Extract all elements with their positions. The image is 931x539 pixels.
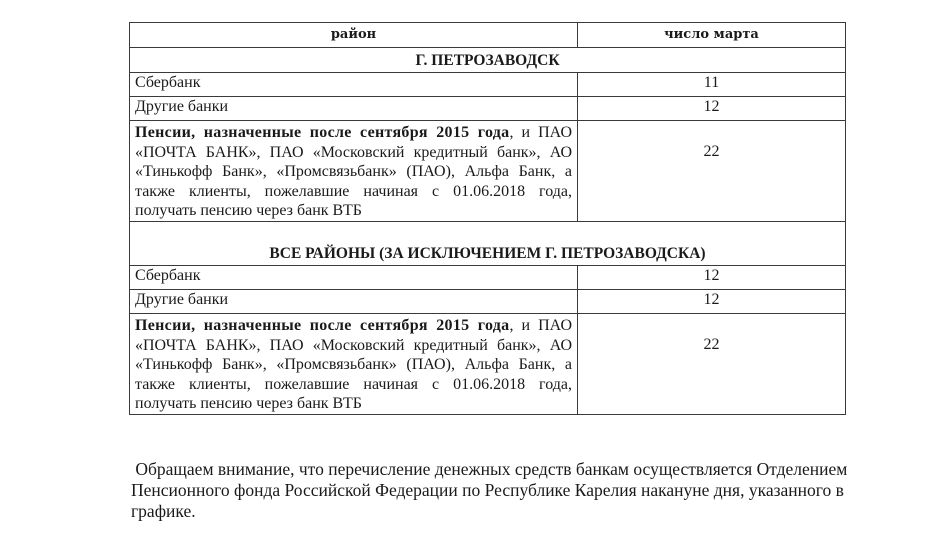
bank-label: Сбербанк: [130, 266, 578, 290]
pension-schedule-table: [129, 22, 846, 415]
section-row: [130, 222, 846, 266]
day-value: 12: [578, 97, 846, 121]
table-row: [130, 290, 846, 314]
special-category-rest: , и ПАО «ПОЧТА БАНК», ПАО «Московский кредитный банк», АО «Тинькофф Банк», «Промсвязьбанк» (ПАО), Альфа Банк, а также клиенты, пожелавшие начиная с 01.06.2018 года, получать пенсию через банк ВТБ: [135, 124, 572, 219]
section-title: Г. ПЕТРОЗАВОДСК: [130, 48, 846, 73]
day-value: 12: [578, 290, 846, 314]
special-category: [130, 314, 578, 415]
bank-label: Другие банки: [130, 97, 578, 121]
day-value: 22: [578, 314, 846, 415]
header-day: число марта: [578, 23, 846, 48]
table-row: [130, 266, 846, 290]
day-value: 11: [578, 73, 846, 97]
special-category-bold: Пенсии, назначенные после сентября 2015 года: [135, 317, 510, 334]
table-row: [130, 314, 846, 415]
day-value: 12: [578, 266, 846, 290]
special-category-rest: , и ПАО «ПОЧТА БАНК», ПАО «Московский кредитный банк», АО «Тинькофф Банк», «Промсвязьбанк» (ПАО), Альфа Банк, а также клиенты, пожелавшие начиная с 01.06.2018 года, получать пенсию через банк ВТБ: [135, 317, 572, 412]
special-category-bold: Пенсии, назначенные после сентября 2015 года: [135, 124, 510, 141]
bank-label: Другие банки: [130, 290, 578, 314]
header-district: район: [130, 23, 578, 48]
section-title: ВСЕ РАЙОНЫ (ЗА ИСКЛЮЧЕНИЕМ Г. ПЕТРОЗАВОДСКА): [130, 222, 846, 266]
table-row: [130, 97, 846, 121]
special-category: [130, 121, 578, 222]
header-row: [130, 23, 846, 48]
table-row: [130, 73, 846, 97]
notice-paragraph: Обращаем внимание, что перечисление денежных средств банкам осуществляется Отделением Пенсионного фонда Российской Федерации по Республике Карелия накануне дня, указанного в графике.: [131, 459, 852, 521]
day-value: 22: [578, 121, 846, 222]
table-row: [130, 121, 846, 222]
section-row: [130, 48, 846, 73]
bank-label: Сбербанк: [130, 73, 578, 97]
